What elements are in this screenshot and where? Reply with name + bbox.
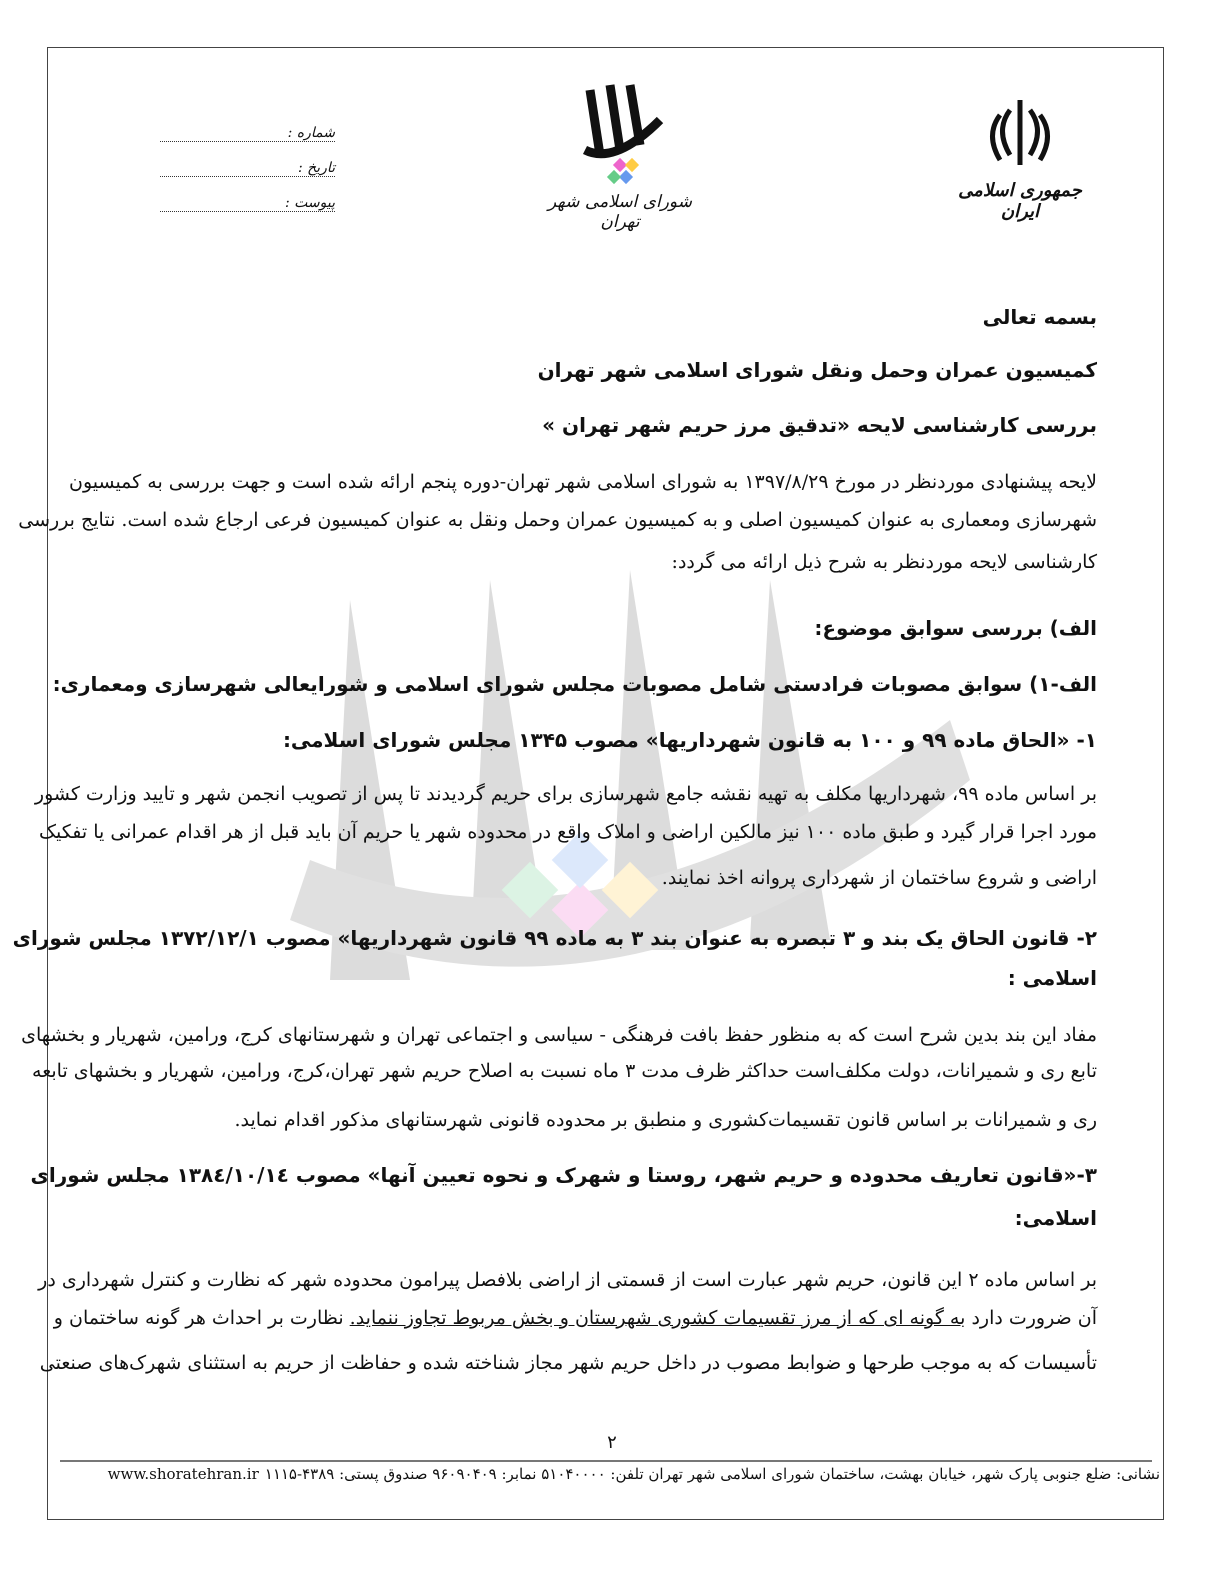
footer-divider: [60, 1460, 1152, 1462]
intro-line: کارشناسی لایحه موردنظر به شرح ذیل ارائه می گردد:: [671, 551, 1097, 573]
item1-text-line: بر اساس ماده ۹۹، شهرداریها مکلف به تهیه نقشه جامع شهرسازی برای حریم گردیدند تا پس از تصویب انجمن شهر و تایید وزارت کشور: [34, 783, 1097, 805]
item2-text-line: ری و شمیرانات بر اساس قانون تقسیمات‌کشوری و منطبق بر محدوده قانونی شهرستانهای مذکور اقدام نماید.: [234, 1109, 1097, 1131]
commission-title: کمیسیون عمران وحمل ونقل شورای اسلامی شهر تهران: [537, 358, 1097, 382]
footer-address-row: [75, 1465, 1160, 1483]
page-number: ۲: [607, 1432, 617, 1453]
item3-heading: اسلامی:: [1014, 1206, 1097, 1230]
intro-line: شهرسازی ومعماری به عنوان کمیسیون اصلی و به کمیسیون عمران وحمل ونقل به عنوان کمیسیون فرعی ارجاع شده است. نتایج بررسی: [18, 509, 1097, 531]
item2-heading: اسلامی :: [1007, 966, 1097, 990]
item3-text-line: [53, 1304, 1097, 1332]
logo-caption: شورای اسلامی شهر تهران: [548, 192, 692, 232]
intro-line: لایحه پیشنهادی موردنظر در مورخ ۱۳۹۷/۸/۲۹ به شورای اسلامی شهر تهران-دوره پنجم ارائه شده است و جهت بررسی به کمیسیون: [69, 471, 1097, 493]
number-field: شماره :: [160, 125, 335, 142]
emblem-caption: جمهوری اسلامی ایران: [958, 180, 1082, 222]
item1-text-line: اراضی و شروع ساختمان از شهرداری پروانه اخذ نمایند.: [661, 867, 1097, 889]
item3-text-part: نظارت بر احداث هر گونه ساختمان و: [53, 1307, 350, 1329]
footer-address: نشانی: ضلع جنوبی پارک شهر، خیابان بهشت، ساختمان شورای اسلامی شهر تهران تلفن: ۵۱۰۴۰۰۰۰ نمابر: ۹۶۰۹۰۴۰۹ صندوق پستی: ۴۳۸۹-۱۱۱۵: [264, 1465, 1160, 1483]
section-a-heading: الف) بررسی سوابق موضوع:: [814, 616, 1097, 640]
item3-text-part: آن ضرورت دارد: [965, 1307, 1097, 1329]
section-a1-heading: الف-۱) سوابق مصوبات فرادستی شامل مصوبات مجلس شورای اسلامی و شورایعالی شهرسازی ومعماری:: [52, 672, 1097, 696]
item2-text-line: تابع ری و شمیرانات، دولت مکلف‌است حداکثر ظرف مدت ۳ ماه نسبت به اصلاح حریم شهر تهران،کرج، ورامین، شهریار و بخشهای تابعه: [32, 1060, 1097, 1082]
item3-underlined-text: به گونه ای که از مرز تقسیمات کشوری شهرستان و بخش مربوط تجاوز ننماید.: [349, 1307, 966, 1329]
iran-emblem-icon: [985, 95, 1055, 170]
item2-text-line: مفاد این بند بدین شرح است که به منظور حفظ بافت فرهنگی - سیاسی و اجتماعی تهران و شهرستانهای کرج، ورامین، شهریار و بخشهای: [21, 1024, 1097, 1046]
item3-text-line: بر اساس ماده ۲ این قانون، حریم شهر عبارت است از قسمتی از اراضی بلافصل پیرامون محدوده شهر که نظارت و کنترل شهرداری در: [38, 1269, 1097, 1291]
item1-text-line: مورد اجرا قرار گیرد و طبق ماده ۱۰۰ نیز مالکین اراضی و املاک واقع در محدوده شهر یا حریم آن باید قبل از هر اقدام عمرانی یا تفکیک: [39, 821, 1097, 843]
invocation: بسمه تعالی: [982, 305, 1097, 329]
footer-website[interactable]: www.shoratehran.ir: [107, 1465, 259, 1483]
attachment-field: پیوست :: [160, 195, 335, 212]
item3-heading: ۳-«قانون تعاریف محدوده و حریم شهر، روستا و شهرک و نحوه تعیین آنها» مصوب ۱۳۸٤/۱۰/۱٤ مجلس شورای: [30, 1163, 1097, 1187]
date-field: تاریخ :: [160, 160, 335, 177]
subject-title: بررسی کارشناسی لایحه «تدقیق مرز حریم شهر تهران »: [542, 413, 1097, 437]
council-logo-icon: [575, 80, 665, 190]
item1-heading: ۱- «الحاق ماده ۹۹ و ۱۰۰ به قانون شهرداریها» مصوب ۱۳۴۵ مجلس شورای اسلامی:: [282, 728, 1097, 752]
item2-heading: ۲- قانون الحاق یک بند و ۳ تبصره به عنوان بند ۳ به ماده ۹۹ قانون شهرداریها» مصوب ۱۳۷۲/۱۲/۱ مجلس شورای: [12, 926, 1097, 950]
item3-text-line: تأسیسات که به موجب طرحها و ضوابط مصوب در داخل حریم شهر مجاز شناخته شده و حفاظت از حریم به استثنای شهرک‌های صنعتی: [39, 1352, 1097, 1374]
